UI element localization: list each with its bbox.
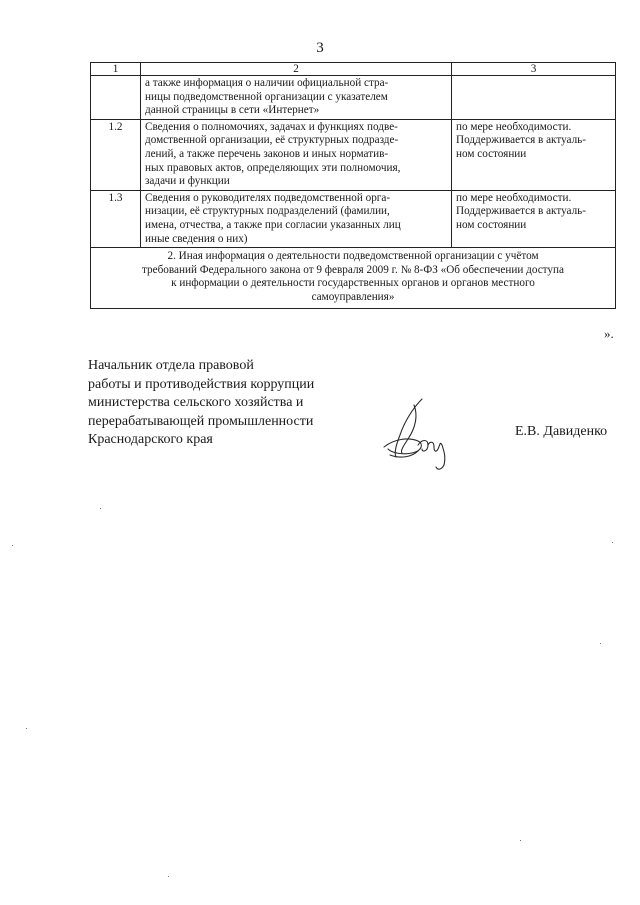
description-line: лений, а также перечень законов и иных норматив- xyxy=(145,147,389,160)
description-line: данной страницы в сети «Интернет» xyxy=(145,104,320,117)
position-line: перерабатывающей промышленности xyxy=(88,413,314,429)
position-line: Начальник отдела правовой xyxy=(88,358,254,373)
page-number: 3 xyxy=(316,40,324,56)
row-description xyxy=(141,190,452,247)
description-line: ницы подведомственной организации с указателем xyxy=(145,90,388,103)
description-line: низации, её структурных подразделений (фамилии, xyxy=(145,205,390,218)
section-heading xyxy=(91,248,616,308)
row-description xyxy=(141,76,452,120)
period-line: по мере необходимости. xyxy=(456,120,572,133)
period-line: Поддерживается в актуаль- xyxy=(456,205,587,218)
closing-quote-mark: ». xyxy=(604,326,614,341)
row-number: 1.2 xyxy=(91,119,141,190)
row-description xyxy=(141,119,452,190)
header-col-1: 1 xyxy=(91,63,141,76)
section-line: к информации о деятельности государственных органов и органов местного xyxy=(171,277,535,290)
description-line: а также информация о наличии официальной стра- xyxy=(145,77,389,89)
description-line: Сведения о полномочиях, задачах и функциях подве- xyxy=(145,120,398,133)
header-col-3: 3 xyxy=(452,63,616,76)
table-row xyxy=(91,76,616,120)
section-line: самоуправления» xyxy=(311,290,395,303)
table-header-row xyxy=(91,63,616,76)
period-line: Поддерживается в актуаль- xyxy=(456,134,587,147)
row-number: 1.3 xyxy=(91,190,141,247)
section-row xyxy=(91,248,616,308)
position-line: работы и противодействия коррупции xyxy=(88,376,315,392)
description-line: домственной организации, её структурных подразде- xyxy=(145,134,399,147)
description-line: Сведения о руководителях подведомственной орга- xyxy=(145,191,391,204)
description-line: имена, отчества, а также при согласии указанных лиц xyxy=(145,218,401,231)
description-line: иные сведения о них) xyxy=(145,232,248,245)
row-period xyxy=(452,76,616,120)
position-line: Краснодарского края xyxy=(88,432,213,447)
row-number xyxy=(91,76,141,120)
signer-name: Е.В. Давиденко xyxy=(515,424,608,439)
header-col-2: 2 xyxy=(141,63,452,76)
information-table xyxy=(90,62,616,309)
handwritten-signature xyxy=(378,395,458,475)
period-line: ном состоянии xyxy=(456,218,527,231)
row-period xyxy=(452,119,616,190)
section-line: 2. Иная информация о деятельности подведомственной организации с учётом xyxy=(167,250,539,263)
table-row xyxy=(91,119,616,190)
table-row xyxy=(91,190,616,247)
period-line: по мере необходимости. xyxy=(456,191,572,204)
row-period xyxy=(452,190,616,247)
signatory-position xyxy=(88,357,358,450)
description-line: ных правовых актов, определяющих эти полномочия, xyxy=(145,161,401,174)
position-line: министерства сельского хозяйства и xyxy=(88,395,304,410)
section-line: требований Федерального закона от 9 февраля 2009 г. № 8-ФЗ «Об обеспечении доступа xyxy=(142,263,564,276)
period-line: ном состоянии xyxy=(456,147,527,160)
description-line: задачи и функции xyxy=(145,175,230,188)
